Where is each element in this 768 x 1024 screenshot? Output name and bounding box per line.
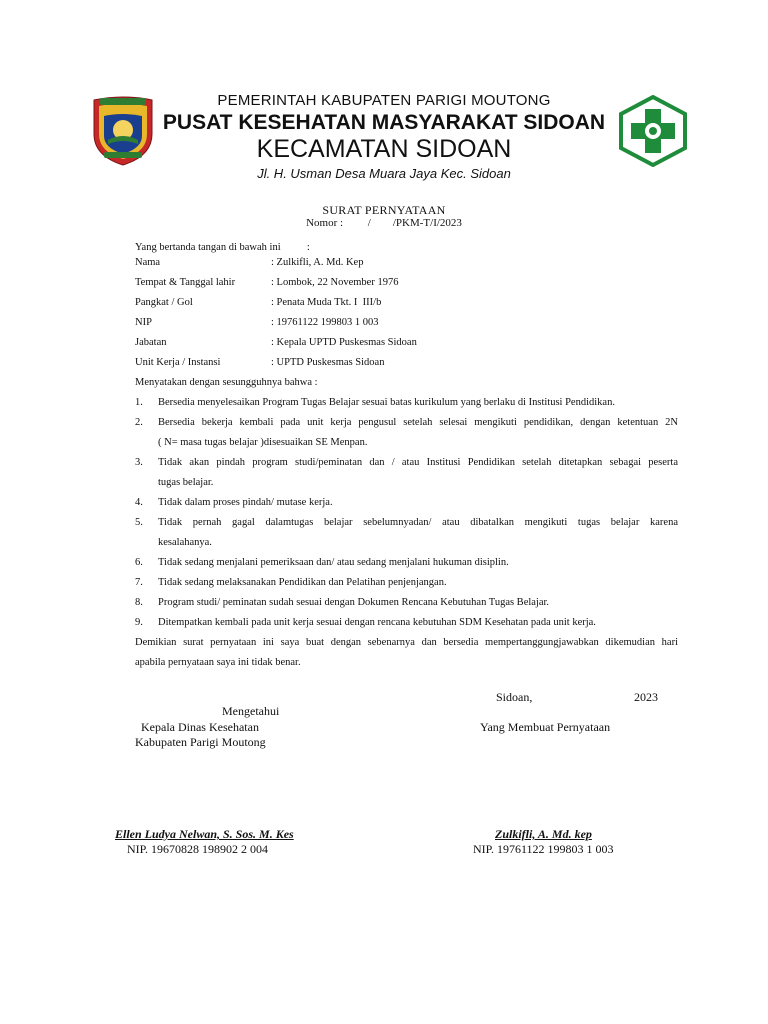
list-item-text: Bersedia bekerja kembali pada unit kerja pengusul setelah selesai mengikuti pendidikan, dengan ketentuan 2N bbox=[158, 417, 678, 428]
left-signer-region: Kabupaten Parigi Moutong bbox=[135, 735, 266, 749]
right-signer-label: Yang Membuat Pernyataan bbox=[480, 720, 611, 734]
left-signer-position: Kepala Dinas Kesehatan bbox=[141, 720, 259, 734]
statement-intro: Menyatakan dengan sesungguhnya bahwa : bbox=[135, 377, 318, 388]
list-item-number: 8. bbox=[135, 597, 143, 608]
list-item-text: Program studi/ peminatan sudah sesuai dengan Dokumen Rencana Kebutuhan Tugas Belajar. bbox=[158, 597, 550, 608]
field-label-jabatan: Jabatan bbox=[135, 337, 167, 348]
list-item-number: 1. bbox=[135, 397, 143, 408]
field-value-ttl: : Lombok, 22 November 1976 bbox=[271, 277, 399, 288]
left-signer-nip: NIP. 19670828 198902 2 004 bbox=[127, 842, 269, 856]
field-label-nama: Nama bbox=[135, 257, 161, 268]
field-value-unit-kerja: : UPTD Puskesmas Sidoan bbox=[271, 357, 385, 368]
list-item-number: 6. bbox=[135, 557, 143, 568]
field-value-pangkat: : Penata Muda Tkt. I III/b bbox=[271, 297, 382, 308]
government-name: PEMERINTAH KABUPATEN PARIGI MOUTONG bbox=[217, 92, 551, 109]
field-label-unit-kerja: Unit Kerja / Instansi bbox=[135, 357, 221, 368]
list-item-number: 4. bbox=[135, 497, 143, 508]
list-item-text: Ditempatkan kembali pada unit kerja sesuai dengan rencana kebutuhan SDM Kesehatan pada unit kerja. bbox=[158, 617, 596, 628]
field-value-nama: : Zulkifli, A. Md. Kep bbox=[271, 257, 364, 268]
date-year: 2023 bbox=[634, 690, 658, 704]
district-name: KECAMATAN SIDOAN bbox=[256, 135, 512, 163]
institution-address: Jl. H. Usman Desa Muara Jaya Kec. Sidoan bbox=[257, 166, 511, 181]
closing-line-2: apabila pernyataan saya ini tidak benar. bbox=[135, 657, 301, 668]
list-item-number: 9. bbox=[135, 617, 143, 628]
field-value-jabatan: : Kepala UPTD Puskesmas Sidoan bbox=[271, 337, 417, 348]
field-value-nip: : 19761122 199803 1 003 bbox=[271, 317, 379, 328]
list-item-text-continued: kesalahanya. bbox=[158, 537, 212, 548]
intro-text: Yang bertanda tangan di bawah ini : bbox=[135, 242, 310, 253]
left-signer-name: Ellen Ludya Nelwan, S. Sos. M. Kes bbox=[115, 827, 294, 841]
right-signer-name: Zulkifli, A. Md. kep bbox=[495, 827, 592, 841]
institution-name: PUSAT KESEHATAN MASYARAKAT SIDOAN bbox=[162, 111, 606, 134]
list-item-text: Tidak akan pindah program studi/peminatan dan / atau Institusi Pendidikan setelah ditetapkan sebagai peserta bbox=[158, 457, 678, 468]
closing-line-1: Demikian surat pernyataan ini saya buat dengan sebenarnya dan bersedia mempertanggungjawabkan dikemudian hari bbox=[135, 637, 678, 648]
field-label-pangkat: Pangkat / Gol bbox=[135, 297, 193, 308]
list-item-text-continued: tugas belajar. bbox=[158, 477, 214, 488]
list-item-number: 7. bbox=[135, 577, 143, 588]
date-place: Sidoan, bbox=[496, 690, 533, 704]
letter-title: SURAT PERNYATAAN bbox=[322, 203, 446, 217]
list-item-number: 5. bbox=[135, 517, 143, 528]
field-label-ttl: Tempat & Tanggal lahir bbox=[135, 277, 236, 288]
list-item-text-continued: ( N= masa tugas belajar )disesuaikan SE Menpan. bbox=[158, 437, 368, 448]
letter-number: Nomor : / /PKM-T/I/2023 bbox=[306, 217, 462, 229]
list-item-text: Tidak sedang melaksanakan Pendidikan dan Pelatihan penjenjangan. bbox=[158, 577, 447, 588]
acknowledged-label: Mengetahui bbox=[222, 704, 280, 718]
field-label-nip: NIP bbox=[135, 317, 152, 328]
list-item-text: Tidak sedang menjalani pemeriksaan dan/ atau sedang menjalani hukuman disiplin. bbox=[158, 557, 509, 568]
right-signer-nip: NIP. 19761122 199803 1 003 bbox=[473, 842, 614, 856]
list-item-text: Tidak dalam proses pindah/ mutase kerja. bbox=[158, 497, 333, 508]
list-item-text: Tidak pernah gagal dalamtugas belajar sebelumnyadan/ atau dibatalkan mengikuti tugas belajar karena bbox=[158, 517, 678, 528]
list-item-number: 3. bbox=[135, 457, 143, 468]
list-item-number: 2. bbox=[135, 417, 143, 428]
list-item-text: Bersedia menyelesaikan Program Tugas Belajar sesuai batas kurikulum yang berlaku di Institusi Pendidikan. bbox=[158, 397, 615, 408]
